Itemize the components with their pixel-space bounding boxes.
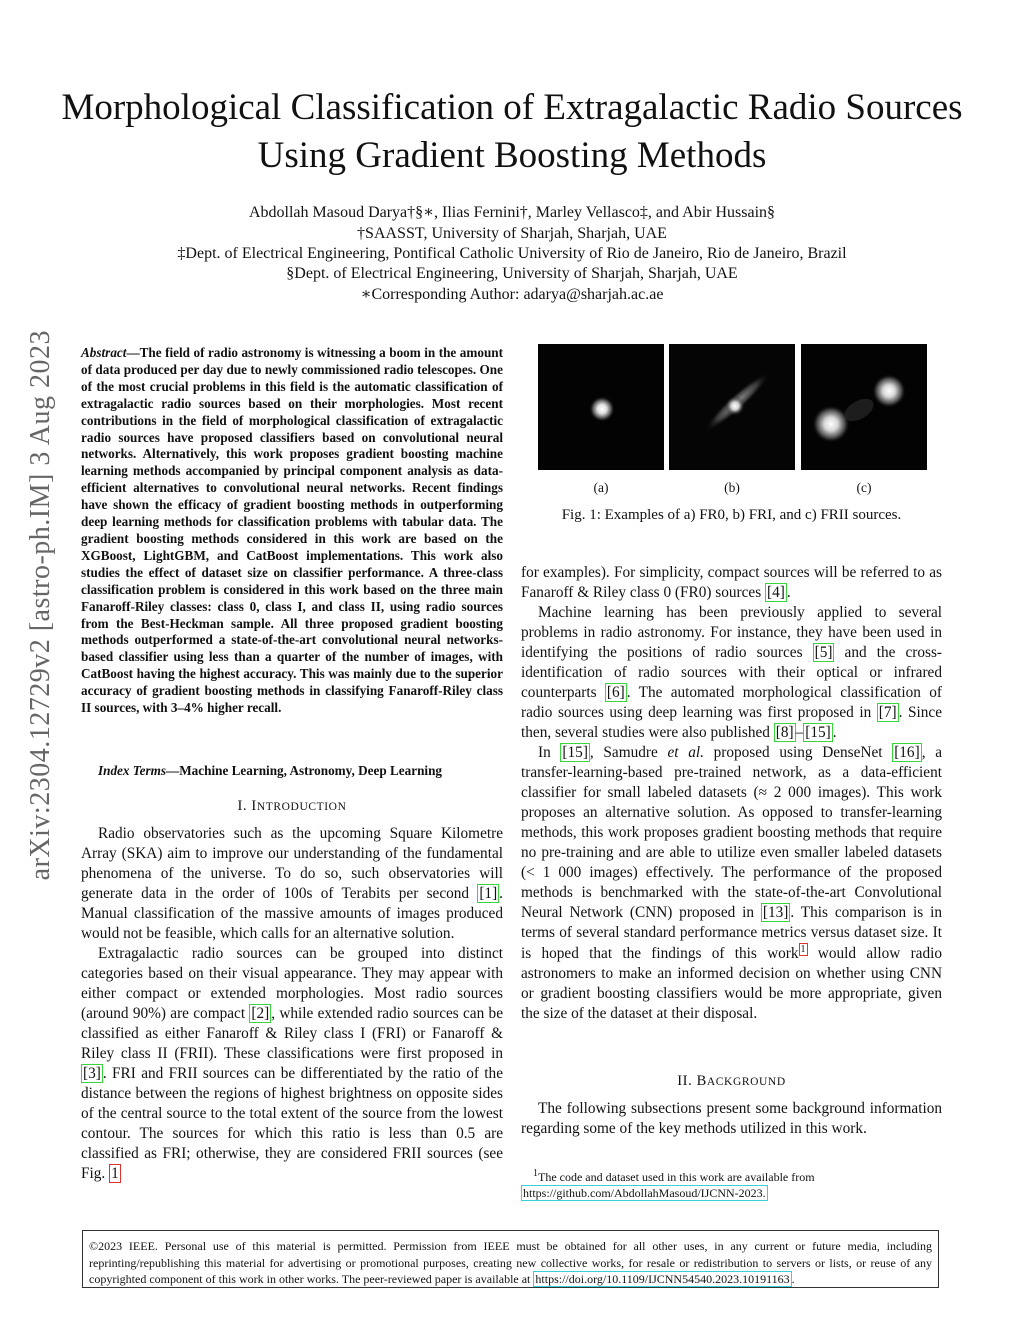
citation-link[interactable]: [8] — [775, 724, 794, 741]
citation-link[interactable]: [3] — [83, 1065, 101, 1082]
footnote-link[interactable]: 1 — [800, 944, 806, 955]
citation-link[interactable]: [4] — [767, 584, 785, 601]
citation-link[interactable]: [6] — [606, 684, 625, 701]
right-column-body — [521, 563, 942, 1024]
paragraph: for examples). For simplicity, compact sources will be referred to as Fanaroff & Riley class 0 (FR0) sources [4] . — [521, 564, 942, 601]
citation-link[interactable]: [13] — [762, 904, 789, 921]
index-terms-text: —Machine Learning, Astronomy, Deep Learning — [166, 763, 442, 778]
citation-link[interactable]: [16] — [894, 744, 920, 761]
doi-link[interactable]: https://doi.org/10.1109/IJCNN54540.2023.10191163 — [535, 1272, 790, 1286]
affiliation-puc-rio: ‡Dept. of Electrical Engineering, Pontifical Catholic University of Rio de Janeiro, Rio de Janeiro, Brazil — [177, 245, 847, 262]
paragraph: Machine learning has been previously applied to several problems in radio astronomy. For instance, they have been used in identifying the positions of radio sources [5] and the cross-identification of radio sources with their optical or infrared counterparts [6] . The automated morphological classification of radio sources using deep learning was first proposed in [7] . Since then, several studies were also published [8] – [15] . — [521, 604, 943, 741]
copyright-notice: ©2023 IEEE. Personal use of this material is permitted. Permission from IEEE must be obtained for all other uses, in any current or future media, including reprinting/republishing this material for advertising or promotional purposes, creating new collective works, for resale or redistribution to servers or lists, or reuse of any copyrighted component of this work in other works. The peer-reviewed paper is available at https://doi.org/10.1109/IJCNN54540.2023.10191163 . — [82, 1230, 939, 1288]
citation-link[interactable]: [5] — [814, 644, 833, 661]
citation-link[interactable]: [15] — [805, 724, 831, 741]
arxiv-identifier[interactable]: arXiv:2304.12729v2 [astro-ph.IM] 3 Aug 2023 — [25, 330, 56, 881]
section-heading-introduction: I. INTRODUCTION — [237, 798, 347, 814]
citation-link[interactable]: [2] — [251, 1005, 270, 1022]
fr0-source-image — [538, 344, 664, 470]
footnote: $^1$The code and dataset used in this work are available from https://github.com/AbdollahMasoud/IJCNN-2023. — [523, 1168, 815, 1200]
subfigure-label-a: (a) — [593, 480, 609, 495]
index-terms-label: Index Terms — [98, 763, 167, 778]
citation-link[interactable]: [1] — [479, 885, 498, 902]
paragraph: The following subsections present some background information regarding some of the key methods utilized in this work. — [521, 1100, 942, 1137]
abstract-label: Abstract — [81, 345, 127, 360]
paragraph: In [15] , Samudre et al. proposed using DenseNet [16] , a transfer-learning-based pre-trained network, as a data-efficient classifier for small labeled datasets (≈ 2 000 images). This work proposes an alternative solution. As opposed to transfer-learning methods, this work proposes gradient boosting methods that require no pre-training and are able to utilize even smaller labeled datasets (< 1 000 images) effectively. The performance of the proposed methods is benchmarked with the state-of-the-art Convolutional Neural Network (CNN) proposed in [13] . This comparison is in terms of several standard performance metrics versus dataset size. It is hoped that the findings of this work $^1$ would allow radio astronomers to make an informed decision on whether using CNN or gradient boosting classifiers would be more appropriate, given the size of the dataset at their disposal. — [521, 744, 942, 1023]
section-heading-background: II. BACKGROUND — [677, 1073, 786, 1089]
frii-source-image — [801, 344, 927, 470]
figure-link[interactable]: 1 — [111, 1165, 119, 1182]
citation-link[interactable]: [7] — [878, 704, 897, 721]
figure-caption: Fig. 1: Examples of a) FR0, b) FRI, and c) FRII sources. — [561, 507, 902, 523]
abstract — [81, 345, 503, 717]
subfigure-label-b: (b) — [724, 480, 740, 495]
fri-source-image — [669, 344, 795, 470]
github-link[interactable]: https://github.com/AbdollahMasoud/IJCNN-2023. — [523, 1186, 766, 1200]
paragraph: Radio observatories such as the upcoming Square Kilometre Array (SKA) aim to improve our understanding of the fundamental phenomena of the universe. To do so, such observatories will generate data in the order of 100s of Terabits per second [1] . Manual classification of the massive amounts of images produced would not be feasible, which calls for an alternative solution. — [81, 825, 503, 942]
affiliation-saasst: †SAASST, University of Sharjah, Sharjah, UAE — [357, 225, 667, 242]
paragraph: Extragalactic radio sources can be grouped into distinct categories based on their visual appearance. They may appear with either compact or extended morphologies. Most radio sources (around 90%) are compact [2] , while extended radio sources can be classified as either Fanaroff & Riley class I (FRI) or Fanaroff & Riley class II (FRII). These classifications were first proposed in [3] . FRI and FRII sources can be differentiated by the ratio of the distance between the regions of highest brightness on opposite sides of the central source to the total extent of the source from the lowest contour. The sources for which this ratio is less than 0.5 are classified as FRI; otherwise, they are considered FRII sources (see Fig. 1 — [81, 945, 503, 1182]
index-terms — [81, 762, 503, 779]
author-list: Abdollah Masoud Darya†§∗, Ilias Fernini†, Marley Vellasco‡, and Abir Hussain§ — [248, 204, 776, 221]
introduction-body — [81, 824, 503, 1184]
citation-link[interactable]: [15] — [562, 744, 588, 761]
abstract-text: —The field of radio astronomy is witnessing a boom in the amount of data produced per day due to newly commissioned radio telescopes. One of the most crucial problems in this field is the automatic classification of extragalactic radio sources based on their morphologies. Most recent contributions in the field of morphological classification of extragalactic radio sources have proposed classifiers based on convolutional neural networks. Alternatively, this work proposes gradient boosting machine learning methods accompanied by principal component analysis as data-efficient alternatives to convolutional neural networks. Recent findings have shown the efficacy of gradient boosting methods in outperforming deep learning methods for classification problems with tabular data. The gradient boosting methods considered in this work are based on the XGBoost, LightGBM, and CatBoost implementations. This work also studies the effect of dataset size on classifier performance. A three-class classification problem is considered in this work based on the three main Fanaroff-Riley classes: class 0, class I, and class II, using radio sources from the Best-Heckman sample. All three proposed gradient boosting methods outperformed a state-of-the-art convolutional neural networks-based classifier using less than a quarter of the number of images, with CatBoost having the highest accuracy. This was mainly due to the superior accuracy of gradient boosting methods in classifying Fanaroff-Riley class II sources, with 3–4% higher recall. — [81, 345, 503, 716]
background-body — [521, 1099, 942, 1139]
corresponding-author: ∗Corresponding Author: adarya@sharjah.ac.ae — [360, 286, 664, 303]
paper-title: Morphological Classification of Extragalactic Radio Sources Using Gradient Boosting Methods — [61, 87, 963, 176]
subfigure-label-c: (c) — [856, 480, 872, 495]
affiliation-sharjah: §Dept. of Electrical Engineering, University of Sharjah, Sharjah, UAE — [286, 265, 738, 282]
